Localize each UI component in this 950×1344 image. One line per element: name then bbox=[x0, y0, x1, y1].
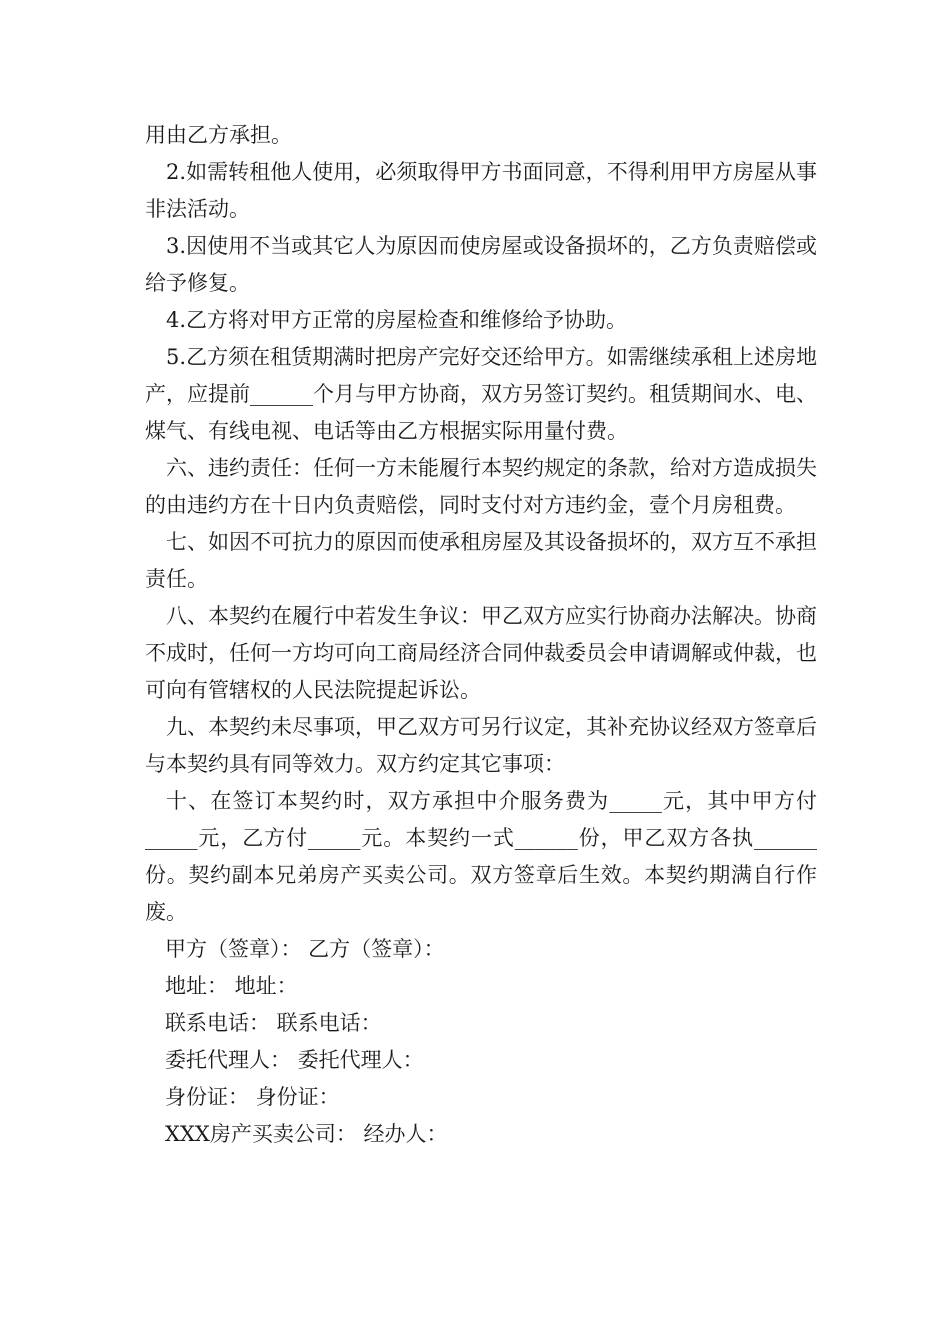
signature-block bbox=[145, 931, 817, 1153]
paragraph-clause-5: 5.乙方须在租赁期满时把房产完好交还给甲方。如需继续承租上述房地产，应提前______个月与甲方协商，双方另签订契约。租赁期间水、电、煤气、有线电视、电话等由乙方根据实际用量付费。 bbox=[145, 345, 817, 443]
signature-line-parties: 甲方（签章）： 乙方（签章）： bbox=[165, 937, 445, 961]
document-body bbox=[145, 117, 817, 1153]
paragraph-clause-2: 2.如需转租他人使用，必须取得甲方书面同意，不得利用甲方房屋从事非法活动。 bbox=[145, 160, 817, 221]
signature-line-address: 地址： 地址： bbox=[165, 974, 298, 998]
paragraph-clause-4: 4.乙方将对甲方正常的房屋检查和维修给予协助。 bbox=[166, 308, 628, 332]
signature-line-agent: 委托代理人： 委托代理人： bbox=[165, 1048, 424, 1072]
paragraph-section-9-other-matters: 九、本契约未尽事项，甲乙双方可另行议定，其补充协议经双方签章后与本契约具有同等效力。双方约定其它事项： bbox=[145, 715, 817, 776]
paragraph-section-8-disputes: 八、本契约在履行中若发生争议：甲乙双方应实行协商办法解决。协商不成时，任何一方均可向工商局经济合同仲裁委员会申请调解或仲裁，也可向有管辖权的人民法院提起诉讼。 bbox=[145, 604, 817, 702]
signature-line-phone: 联系电话： 联系电话： bbox=[165, 1011, 382, 1035]
paragraph-section-7-force-majeure: 七、如因不可抗力的原因而使承租房屋及其设备损坏的，双方互不承担责任。 bbox=[145, 530, 817, 591]
paragraph-continuation: 用由乙方承担。 bbox=[145, 123, 292, 147]
paragraph-section-10-fees: 十、在签订本契约时，双方承担中介服务费为_____元，其中甲方付_____元，乙方付_____元。本契约一式______份，甲乙双方各执______份。契约副本兄弟房产买卖公司。双方签章后生效。本契约期满自行作废。 bbox=[145, 789, 817, 924]
signature-line-company: XXX房产买卖公司： 经办人： bbox=[165, 1122, 448, 1146]
paragraph-section-6-breach: 六、违约责任：任何一方未能履行本契约规定的条款，给对方造成损失的由违约方在十日内负责赔偿，同时支付对方违约金，壹个月房租费。 bbox=[145, 456, 817, 517]
paragraph-clause-3: 3.因使用不当或其它人为原因而使房屋或设备损坏的，乙方负责赔偿或给予修复。 bbox=[145, 234, 817, 295]
signature-line-id-card: 身份证： 身份证： bbox=[165, 1085, 340, 1109]
